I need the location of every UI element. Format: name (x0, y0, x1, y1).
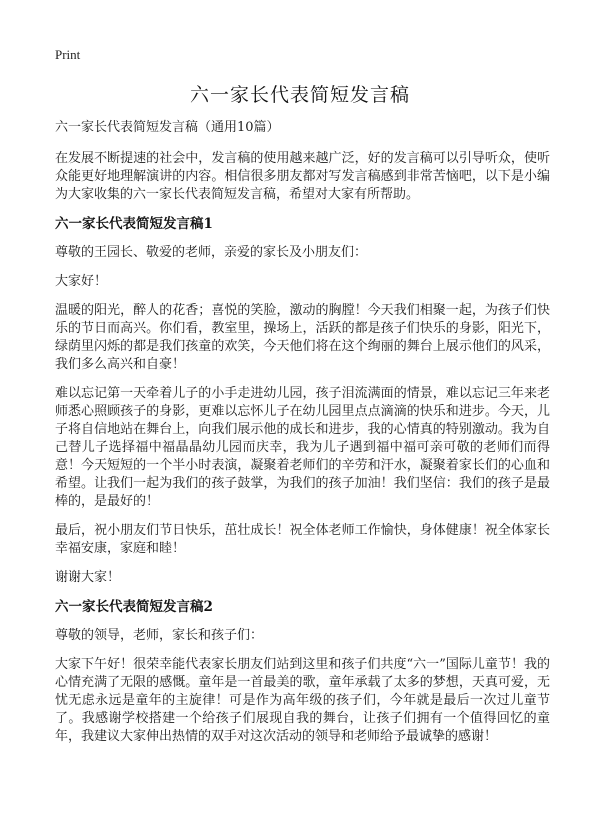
paragraph: 大家好！ (55, 274, 108, 289)
paragraph: 大家下午好！很荣幸能代表家长朋友们站到这里和孩子们共度“六一”国际儿童节！我的心情充满了无限的感慨。童年是一首最美的歌，童年承载了太多的梦想，天真可爱，无忧无虑永远是童年的主旋律！可是作为高年级的孩子们，今年就是最后一次过儿童节了。我感谢学校搭建一个给孩子们展现自我的舞台，让孩子们拥有一个值得回忆的童年，我建议大家伸出热情的双手对这次活动的领导和老师给予最诚挚的感谢！ (55, 657, 550, 744)
paragraph: 温暖的阳光，醉人的花香；喜悦的笑脸，激动的胸膛！今天我们相聚一起，为孩子们快乐的节日而高兴。你们看，教室里，操场上，活跃的都是孩子们快乐的身影，阳光下，绿荫里闪烁的都是我们孩童的欢笑，今天他们将在这个绚丽的舞台上展示他们的风采，我们多么高兴和自豪！ (55, 303, 550, 372)
paragraph: 谢谢大家！ (55, 570, 121, 585)
paragraph: 尊敬的领导，老师，家长和孩子们： (55, 628, 264, 643)
paragraph: 尊敬的王园长、敬爱的老师，亲爱的家长及小朋友们： (55, 245, 368, 260)
article-subtitle: 六一家长代表简短发言稿（通用10篇） (55, 120, 280, 135)
page-title: 六一家长代表简短发言稿 (189, 84, 410, 106)
article-body (55, 119, 550, 757)
paragraph: 难以忘记第一天牵着儿子的小手走进幼儿园，孩子泪流满面的情景，难以忘记三年来老师悉心照顾孩子的身影，更难以忘怀儿子在幼儿园里点点滴滴的快乐和进步。今天，儿子将自信地站在舞台上，向我们展示他的成长和进步，我的心情真的特别激动。我为自己替儿子选择福中福晶晶幼儿园而庆幸，我为儿子遇到福中福可亲可敬的老师们而得意！今天短短的一个半小时表演，凝聚着老师们的辛劳和汗水，凝聚着家长们的心血和希望。让我们一起为我们的孩子鼓掌，为我们的孩子加油！我们坚信：我们的孩子是最棒的，是最好的！ (55, 386, 550, 509)
paragraph: 最后，祝小朋友们节日快乐，茁壮成长！祝全体老师工作愉快，身体健康！祝全体家长幸福安康，家庭和睦！ (55, 523, 550, 556)
section-heading-1: 六一家长代表简短发言稿1 (55, 216, 213, 232)
print-link[interactable]: Print (55, 47, 81, 62)
section-heading-2: 六一家长代表简短发言稿2 (55, 599, 213, 615)
intro-paragraph: 在发展不断提速的社会中，发言稿的使用越来越广泛，好的发言稿可以引导听众，使听众能更好地理解演讲的内容。相信很多朋友都对写发言稿感到非常苦恼吧，以下是小编为大家收集的六一家长代表简短发言稿，希望对大家有所帮助。 (55, 151, 550, 202)
